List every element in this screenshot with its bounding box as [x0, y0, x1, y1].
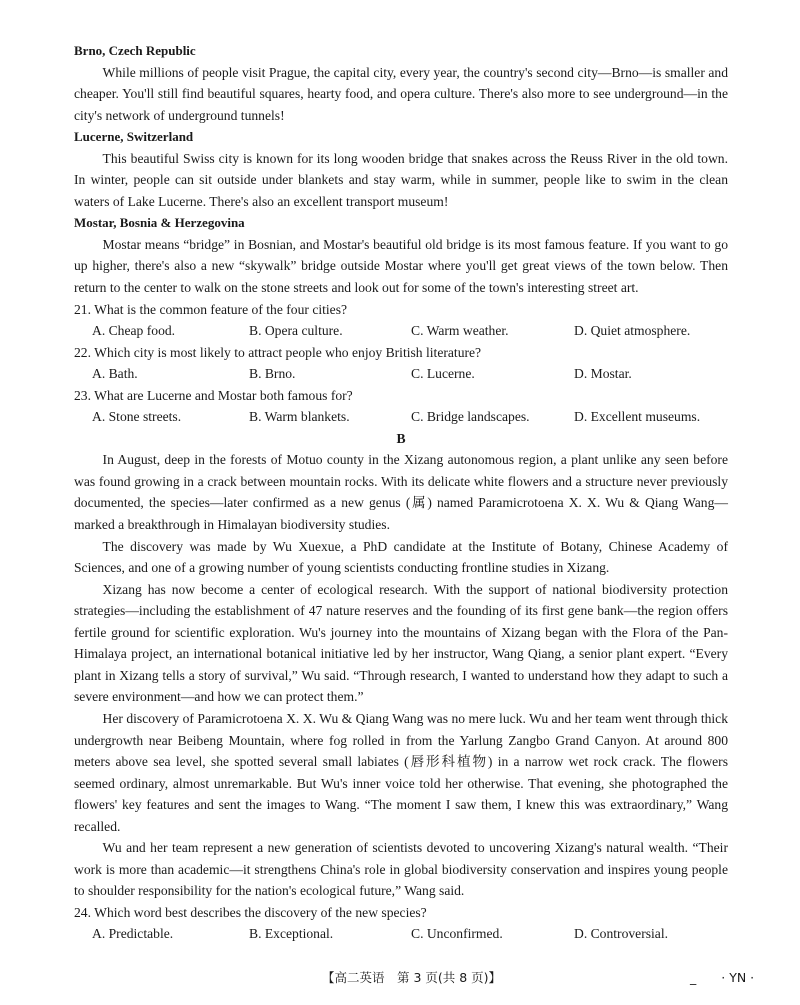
city-text: While millions of people visit Prague, the capital city, every year, the country's second city—Brno—is smaller and cheaper. You'll still find beautiful squares, hearty food, and opera culture. There's also more to see underground—in the city's network of underground tunnels!	[74, 64, 728, 123]
city-heading: Lucerne, Switzerland	[74, 129, 194, 145]
city-mostar	[74, 212, 728, 298]
option-d: D. Quiet atmosphere.	[574, 323, 691, 339]
option-d: D. Mostar.	[574, 366, 632, 382]
city-brno	[74, 40, 728, 126]
question-stem: 21. What is the common feature of the four cities?	[74, 301, 348, 317]
option-b: B. Brno.	[249, 366, 296, 382]
option-d: D. Excellent museums.	[574, 409, 701, 425]
question-21	[74, 299, 728, 342]
question-22	[74, 342, 728, 385]
option-b: B. Exceptional.	[249, 926, 334, 942]
option-a: A. Predictable.	[92, 926, 174, 942]
section-label: B	[396, 430, 406, 446]
option-c: C. Warm weather.	[411, 323, 509, 339]
paragraph: Xizang has now become a center of ecological research. With the support of national biodiversity protection strategies—including the establishment of 47 nature reserves and the founding of its first gene bank—the region offers fertile ground for scientific exploration. Wu's journey into the mountains of Xizang began with the Flora of the Pan-Himalaya project, an international botanical initiative led by her instructor, Wang Qiang, a senior plant expert. “Every plant in Xizang tells a story of survival,” Wu said. “Through research, I wanted to understand how they adapt to such a severe environment—and how we can protect them.”	[74, 581, 728, 705]
city-text: Mostar means “bridge” in Bosnian, and Mostar's beautiful old bridge is its most famous feature. If you want to go up higher, there's also a new “skywalk” bridge outside Mostar where you'll get great views of the town below. Then return to the center to walk on the stone streets and look out for some of the town's interesting street art.	[74, 236, 728, 296]
paragraph: Wu and her team represent a new generation of scientists devoted to uncovering Xizang's natural wealth. “Their work is more than academic—it strengthens China's role in global biodiversity conservation and inspires young people to shoulder responsibility for the nation's ecological future,” Wang said.	[74, 840, 728, 899]
exam-code: _ · YN ·	[690, 970, 755, 985]
option-b: B. Opera culture.	[249, 323, 343, 339]
page-info: 【高二英语 第 3 页(共 8 页)】	[322, 970, 502, 985]
option-a: A. Cheap food.	[92, 323, 176, 339]
paragraph: In August, deep in the forests of Motuo county in the Xizang autonomous region, a plant unlike any seen before was found growing in a crack between mountain rocks. With its delicate white flowers and a structure never previously documented, the species—later confirmed as a new genus (属) named Paramicrotoena X. X. Wu & Qiang Wang—marked a breakthrough in Himalayan biodiversity studies.	[74, 452, 728, 533]
option-d: D. Controversial.	[574, 926, 669, 942]
option-c: C. Lucerne.	[411, 366, 475, 382]
city-text: This beautiful Swiss city is known for its long wooden bridge that snakes across the Reuss River in the old town. In winter, people can sit outside under blankets and stay warm, while in summer, people like to swim in the clean waters of Lake Lucerne. There's also an excellent transport museum!	[74, 150, 728, 209]
question-stem: 24. Which word best describes the discovery of the new species?	[74, 904, 427, 920]
option-b: B. Warm blankets.	[249, 409, 350, 425]
paragraph: The discovery was made by Wu Xuexue, a PhD candidate at the Institute of Botany, Chinese Academy of Sciences, and one of a growing number of young scientists conducting frontline studies in Xizang.	[74, 538, 728, 576]
question-23	[74, 385, 728, 428]
city-heading: Brno, Czech Republic	[74, 43, 196, 58]
option-c: C. Unconfirmed.	[411, 926, 503, 942]
question-stem: 22. Which city is most likely to attract people who enjoy British literature?	[74, 344, 482, 360]
city-lucerne	[74, 126, 728, 212]
question-stem: 23. What are Lucerne and Mostar both famous for?	[74, 387, 353, 403]
option-a: A. Bath.	[92, 366, 138, 382]
exam-page	[74, 40, 728, 945]
option-c: C. Bridge landscapes.	[411, 409, 530, 425]
paragraph: Her discovery of Paramicrotoena X. X. Wu & Qiang Wang was no mere luck. Wu and her team went through thick undergrowth near Beibeng Mountain, where fog rolled in from the Yarlung Zangbo Grand Canyon. At around 800 meters above sea level, she spotted several small labiates (唇形科植物) in a narrow wet rock crack. The flowers seemed ordinary, almost unremarkable. But Wu's inner voice told her otherwise. That evening, she photographed the flowers' key features and sent the images to Wang. “The moment I saw them, I knew this was extraordinary,” Wang recalled.	[74, 710, 728, 834]
question-24	[74, 902, 728, 945]
option-a: A. Stone streets.	[92, 409, 182, 425]
city-heading: Mostar, Bosnia & Herzegovina	[74, 215, 245, 231]
